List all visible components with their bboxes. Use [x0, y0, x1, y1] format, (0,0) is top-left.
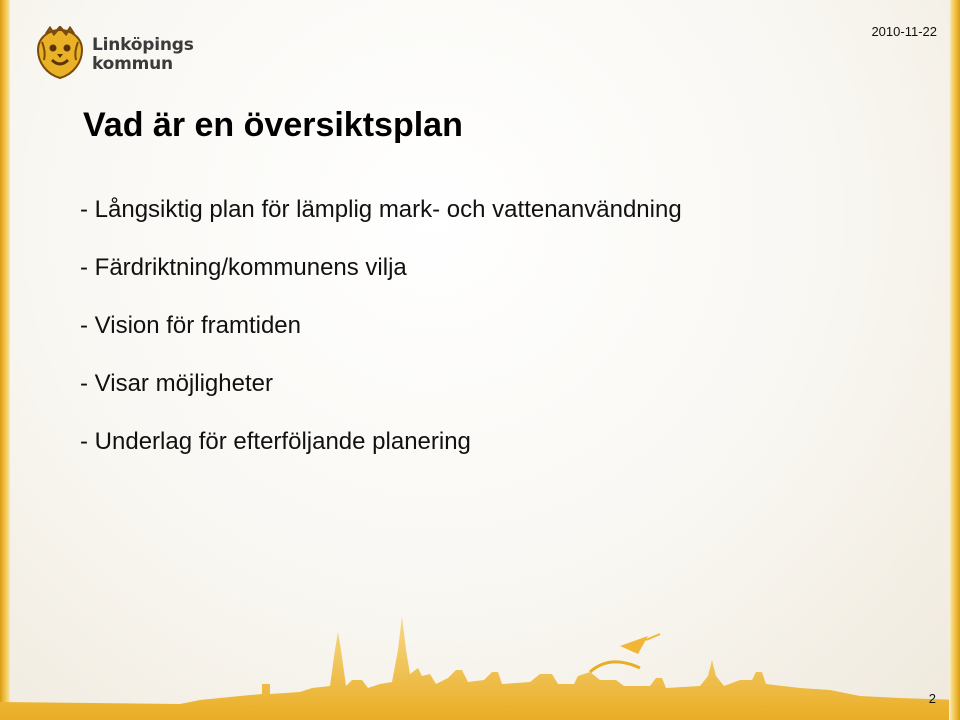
bullet-item-2: - Färdriktning/kommunens vilja — [80, 254, 407, 281]
bullet-item-3: - Vision för framtiden — [80, 312, 301, 339]
slide-date: 2010-11-22 — [871, 24, 937, 39]
city-skyline-illustration — [0, 610, 960, 720]
linkoping-logo — [32, 26, 197, 82]
bullet-item-4: - Visar möjligheter — [80, 370, 273, 397]
lion-crest-icon — [32, 26, 88, 82]
page-number: 2 — [928, 691, 936, 706]
bullet-list — [80, 196, 682, 486]
logo-line-1: Linköpings — [92, 35, 194, 55]
bullet-item-5: - Underlag för efterföljande planering — [80, 428, 471, 455]
bullet-item-1: - Långsiktig plan för lämplig mark- och vattenanvändning — [80, 196, 682, 223]
logo-line-2: kommun — [92, 54, 173, 74]
slide-title: Vad är en översiktsplan — [83, 106, 463, 144]
logo-text — [92, 36, 194, 74]
